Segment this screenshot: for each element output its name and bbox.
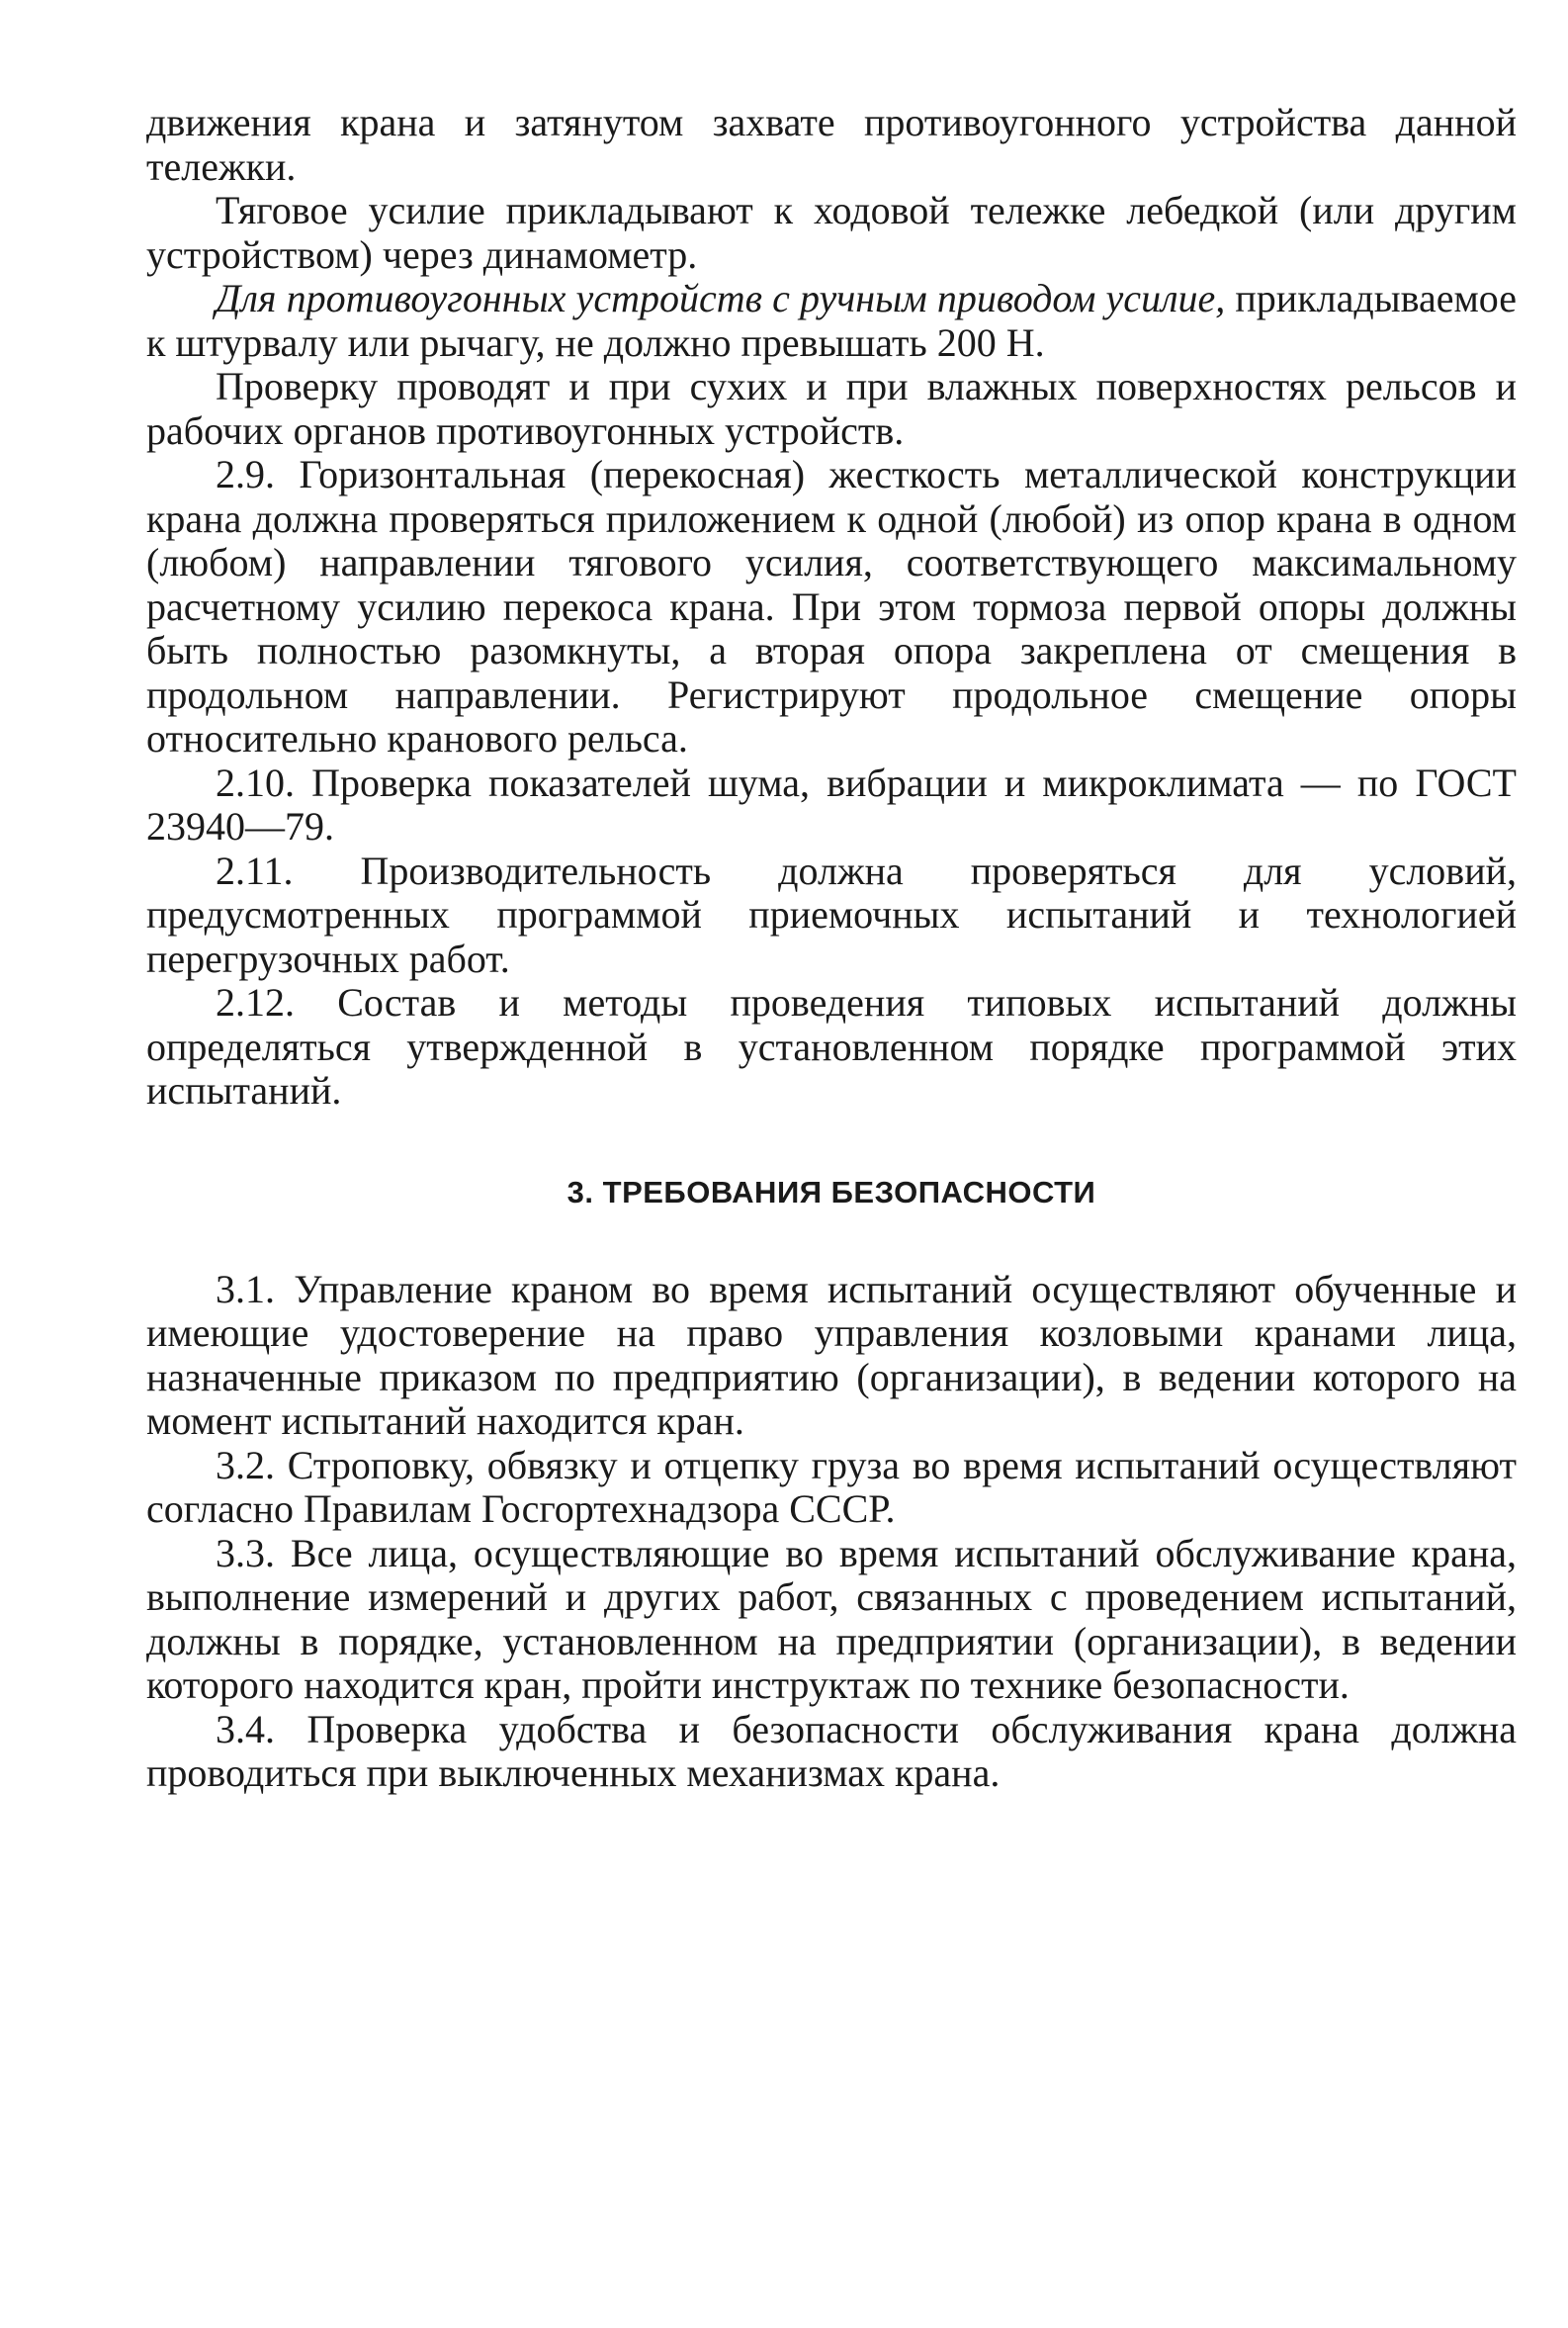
paragraph-continuation: [146, 101, 1517, 189]
paragraph-3-1: [146, 1268, 1517, 1444]
paragraph-text: 3.1. Управление краном во время испытаний осуществляют обученные и имеющие удостоверение на право управления козловыми кранами лица, назначенные приказом по предприятию (организации), в ведении которого на момент испытаний находится кран.: [146, 1266, 1517, 1443]
paragraph-text: 2.12. Состав и методы проведения типовых испытаний должны определяться утвержденной в установленном порядке программой этих испытаний.: [146, 980, 1517, 1113]
paragraph-italic-text: Для противоугонных устройств с ручным приводом усилие,: [216, 276, 1226, 320]
paragraph-text: 2.10. Проверка показателей шума, вибрации и микроклимата — по ГОСТ 23940—79.: [146, 760, 1517, 849]
paragraph-3-2: [146, 1444, 1517, 1532]
paragraph-text: 2.11. Производительность должна проверяться для условий, предусмотренных программой приемочных испытаний и технологией перегрузочных работ.: [146, 848, 1517, 981]
paragraph-text: Тяговое усилие прикладывают к ходовой тележке лебедкой (или другим устройством) через динамометр.: [146, 188, 1517, 277]
section-heading: 3. ТРЕБОВАНИЯ БЕЗОПАСНОСТИ: [566, 1174, 1096, 1209]
paragraph-dry-wet-check: [146, 365, 1517, 453]
document-body: [146, 101, 1517, 1796]
paragraph-2-11: [146, 850, 1517, 982]
paragraph-3-3: [146, 1532, 1517, 1708]
paragraph-text: 3.3. Все лица, осуществляющие во время испытаний обслуживание крана, выполнение измерений и других работ, связанных с проведением испытаний, должны в порядке, установленном на предприятии (организации), в ведении которого находится кран, пройти инструктаж по технике безопасности.: [146, 1530, 1517, 1707]
paragraph-text: Проверку проводят и при сухих и при влажных поверхностях рельсов и рабочих органов противоугонных устройств.: [146, 364, 1517, 453]
paragraph-3-4: [146, 1708, 1517, 1796]
paragraph-text: 3.2. Строповку, обвязку и отцепку груза во время испытаний осуществляют согласно Правилам Госгортехнадзора СССР.: [146, 1442, 1517, 1531]
paragraph-traction-force: [146, 189, 1517, 277]
paragraph-text: движения крана и затянутом захвате противоугонного устройства данной тележки.: [146, 100, 1517, 189]
paragraph-text: прикладываемое к штурвалу или рычагу, не должно превышать 200 Н.: [146, 276, 1518, 365]
paragraph-2-9: [146, 453, 1517, 761]
paragraph-2-12: [146, 981, 1517, 1114]
paragraph-text: 2.9. Горизонтальная (перекосная) жесткость металлической конструкции крана должна проверяться приложением к одной (любой) из опор крана в одном (любом) направлении тягового усилия, соответствующего максимальному расчетному усилию перекоса крана. При этом тормоза первой опоры должны быть полностью разомкнуты, а вторая опора закреплена от смещения в продольном направлении. Регистрируют продольное смещение опоры относительно кранового рельса.: [146, 452, 1517, 761]
paragraph-manual-drive: [146, 277, 1517, 365]
paragraph-text: 3.4. Проверка удобства и безопасности обслуживания крана должна проводиться при выключенных механизмах крана.: [146, 1706, 1517, 1795]
paragraph-2-10: [146, 761, 1517, 850]
